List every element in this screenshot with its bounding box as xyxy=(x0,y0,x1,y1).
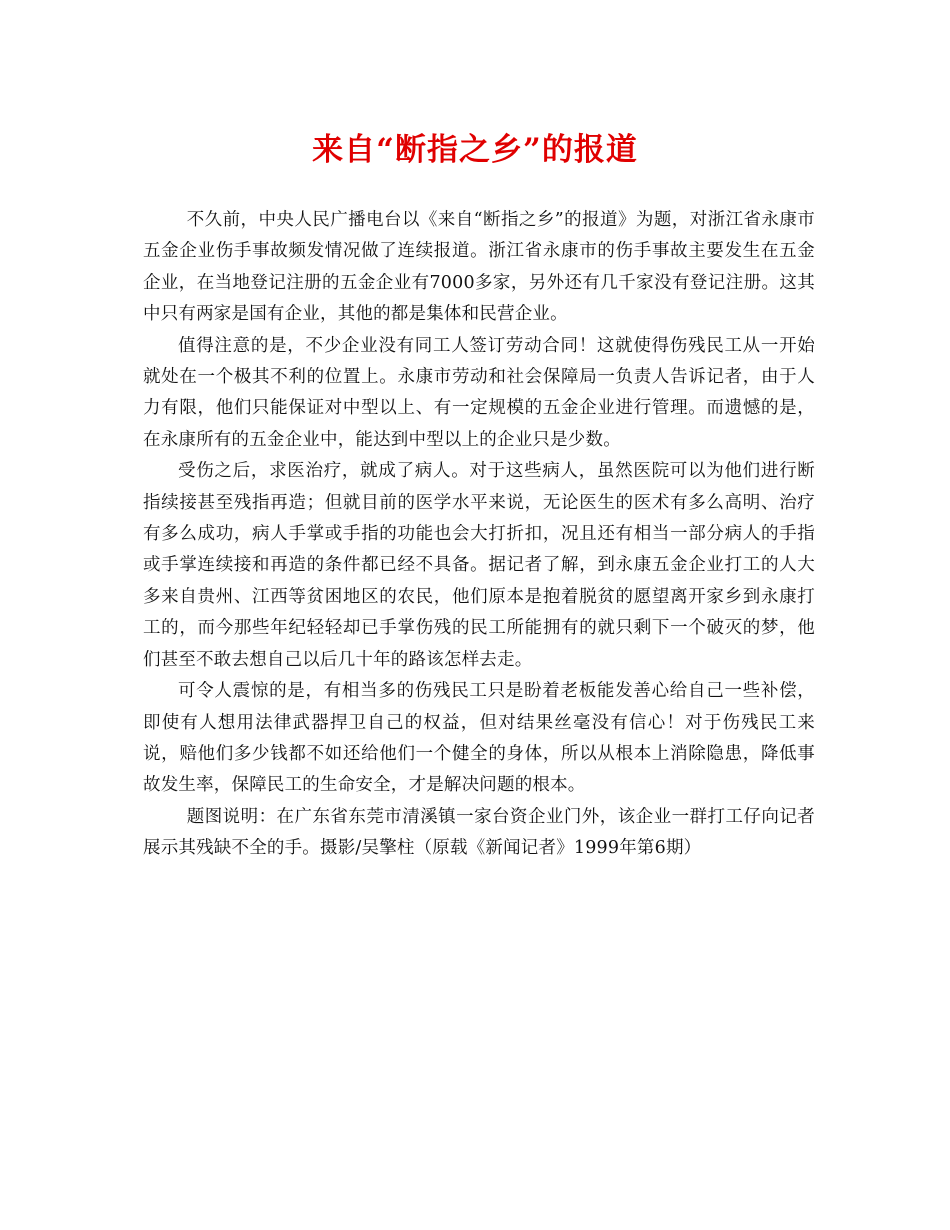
article-body xyxy=(143,205,815,865)
paragraph-4: 可令人震惊的是，有相当多的伤残民工只是盼着老板能发善心给自己一些补偿，即使有人想用法律武器捍卫自己的权益，但对结果丝毫没有信心！对于伤残民工来说，赔他们多少钱都不如还给他们一个健全的身体，所以从根本上消除隐患，降低事故发生率，保障民工的生命安全，才是解决问题的根本。 xyxy=(143,681,815,796)
paragraph-2: 值得注意的是，不少企业没有同工人签订劳动合同！这就使得伤残民工从一开始就处在一个极其不利的位置上。永康市劳动和社会保障局一负责人告诉记者，由于人力有限，他们只能保证对中型以上、有一定规模的五金企业进行管理。而遗憾的是，在永康所有的五金企业中，能达到中型以上的企业只是少数。 xyxy=(143,335,815,450)
paragraph-3: 受伤之后，求医治疗，就成了病人。对于这些病人，虽然医院可以为他们进行断指续接甚至残指再造；但就目前的医学水平来说，无论医生的医术有多么高明、治疗有多么成功，病人手掌或手指的功能也会大打折扣，况且还有相当一部分病人的手指或手掌连续接和再造的条件都已经不具备。据记者了解，到永康五金企业打工的人大多来自贵州、江西等贫困地区的农民，他们原本是抱着脱贫的愿望离开家乡到永康打工的，而今那些年纪轻轻却已手掌伤残的民工所能拥有的就只剩下一个破灭的梦，他们甚至不敢去想自己以后几十年的路该怎样去走。 xyxy=(143,461,815,670)
article-title: 来自“断指之乡”的报道 xyxy=(312,132,638,168)
paragraph-1: 不久前，中央人民广播电台以《来自“断指之乡”的报道》为题，对浙江省永康市五金企业伤手事故频发情况做了连续报道。浙江省永康市的伤手事故主要发生在五金企业，在当地登记注册的五金企业有7000多家，另外还有几千家没有登记注册。这其中只有两家是国有企业，其他的都是集体和民营企业。 xyxy=(143,210,815,325)
photo-caption: 题图说明：在广东省东莞市清溪镇一家台资企业门外，该企业一群打工仔向记者展示其残缺不全的手。摄影/吴擎柱（原载《新闻记者》1999年第6期） xyxy=(143,806,815,859)
